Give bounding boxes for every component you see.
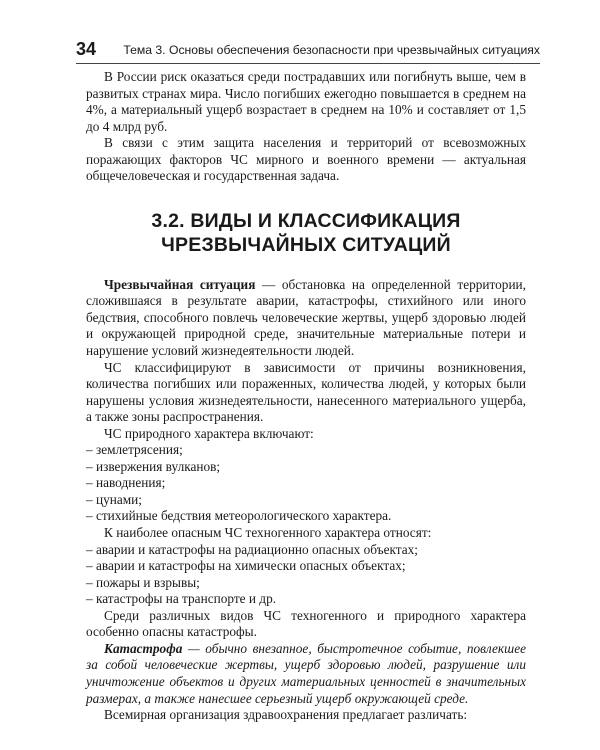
natural-list-item: – цунами; <box>86 491 142 507</box>
running-title: Тема 3. Основы обеспечения безопасности при чрезвычайных ситуациях <box>123 43 540 57</box>
technogenic-list-item: – аварии и катастрофы на радиационно опасных объектах; <box>86 541 418 557</box>
natural-list-item: – извержения вулканов; <box>86 458 221 474</box>
natural-intro: ЧС природного характера включают: <box>104 425 314 441</box>
natural-list-item: – землетрясения; <box>86 442 183 458</box>
header-rule <box>76 63 540 64</box>
catastrophe-paragraph <box>86 641 526 707</box>
intro-paragraph-2: В связи с этим защита населения и территорий от всевозможных поражающих факторов ЧС мирного и военного времени — актуальная общечеловеческая и государственная задача. <box>86 135 526 184</box>
intro-paragraph-1: В России риск оказаться среди пострадавших или погибнуть выше, чем в развитых странах мира. Число погибших ежегодно повышается в среднем на 4%, а материальный ущерб возрастает в среднем на 10% и составляет от 1,5 до 4 млрд руб. <box>86 69 526 134</box>
closing-paragraph: Всемирная организация здравоохранения предлагает различать: <box>104 707 468 723</box>
technogenic-intro: К наиболее опасным ЧС техногенного характера относят: <box>104 525 432 541</box>
natural-list-item: – наводнения; <box>86 475 166 491</box>
classification-paragraph: ЧС классифицируют в зависимости от причины возникновения, количества погибших или пораженных, количества людей, у которых были нарушены условия жизнедеятельности, нанесенного материального ущерба, а также зоны распространения. <box>86 359 526 425</box>
page-number: 34 <box>76 39 97 59</box>
section-title <box>86 209 526 257</box>
section-title-line-2: ЧРЕЗВЫЧАЙНЫХ СИТУАЦИЙ <box>161 233 451 256</box>
catastrophe-text: — обычно внезапное, быстротечное событие, повлекшее за собой человеческие жертвы, ущерб здоровью людей, разрушение или уничтожение объектов и других материальных ценностей в значительных размерах, а также нанесшее серьезный ущерб окружающей среде. <box>86 640 526 706</box>
page-header <box>76 38 540 62</box>
definition-paragraph <box>86 277 526 360</box>
technogenic-list-item: – аварии и катастрофы на химически опасных объектах; <box>86 558 406 574</box>
natural-list-item: – стихийные бедствия метеорологического характера. <box>86 508 392 524</box>
definition-term: Чрезвычайная ситуация <box>104 276 256 292</box>
section-title-line-1: 3.2. ВИДЫ И КЛАССИФИКАЦИЯ <box>151 209 461 232</box>
summary-paragraph: Среди различных видов ЧС техногенного и природного характера особенно опасны катастрофы. <box>86 607 526 640</box>
technogenic-list-item: – пожары и взрывы; <box>86 574 200 590</box>
catastrophe-term: Катастрофа <box>104 640 183 656</box>
page-body <box>86 69 526 724</box>
definition-text: — обстановка на определенной территории, сложившаяся в результате аварии, катастрофы, стихийного или иного бедствия, способного повлечь человеческие жертвы, ущерб здоровью людей и окружающей природной среде, значительные материальные потери и нарушение условий жизнедеятельности людей. <box>86 276 526 359</box>
technogenic-list-item: – катастрофы на транспорте и др. <box>86 591 277 607</box>
